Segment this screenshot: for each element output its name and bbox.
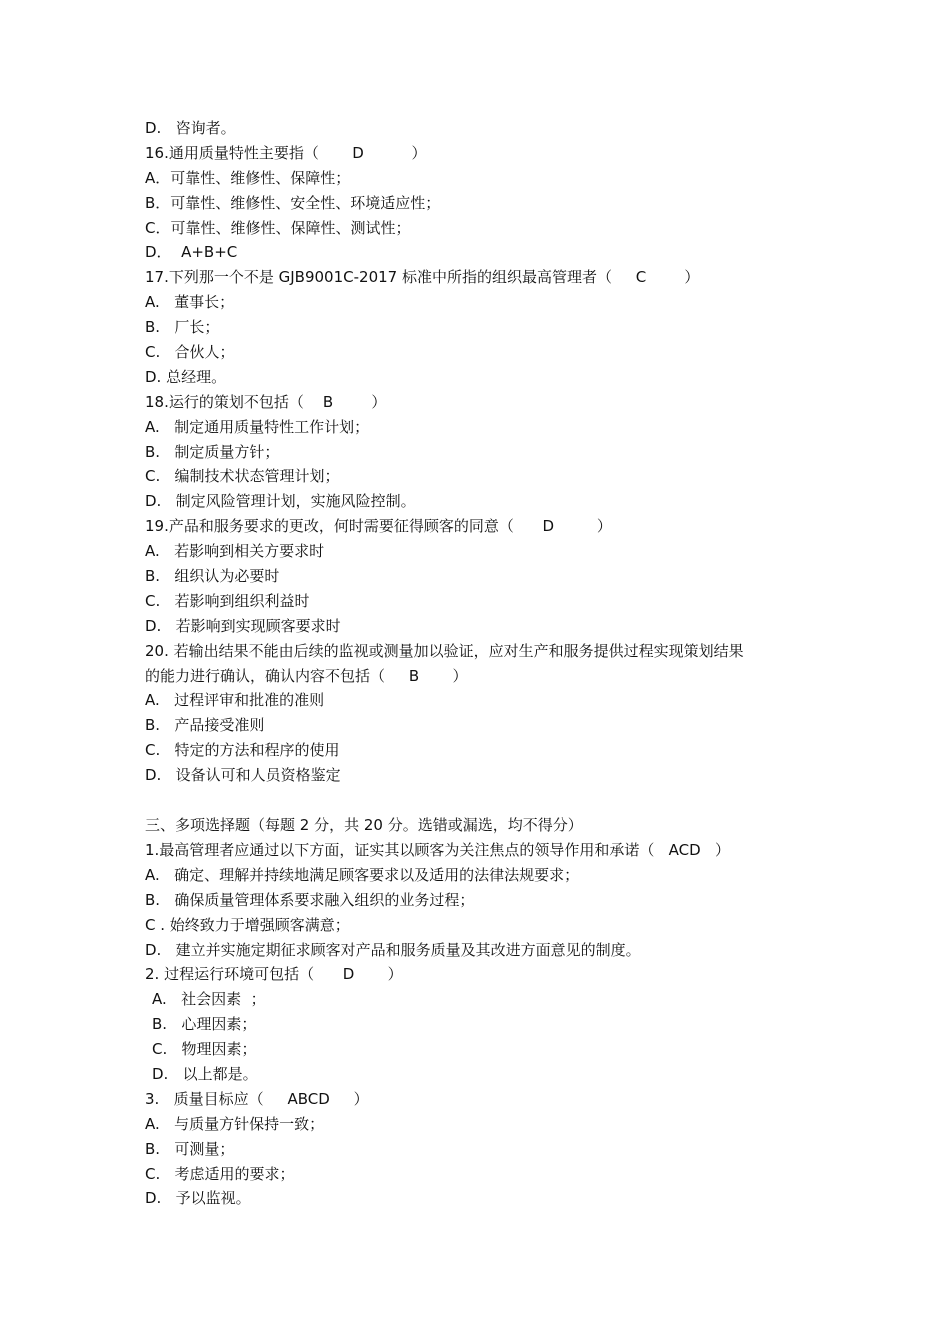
m1-option-d: D. 建立并实施定期征求顾客对产品和服务质量及其改进方面意见的制度。 [145, 940, 641, 959]
m2-option-b: B. 心理因素； [152, 1015, 257, 1034]
q17-option-b: B. 厂长； [145, 318, 220, 337]
q19-stem: 19.产品和服务要求的更改，何时需要征得顾客的同意（ D ） [145, 517, 612, 536]
q17-stem: 17.下列那一个不是 GJB9001C-2017 标准中所指的组织最高管理者（ C ） [145, 268, 700, 287]
q17-option-d: D. 总经理。 [145, 367, 227, 386]
q16-option-c: C．可靠性、维修性、保障性、测试性； [145, 218, 411, 237]
m1-option-a: A. 确定、理解并持续地满足顾客要求以及适用的法律法规要求； [145, 865, 580, 884]
q16-option-a: A．可靠性、维修性、保障性； [145, 168, 351, 187]
q16-option-d: D． A+B+C [145, 243, 238, 262]
q20-stem-line-2: 的能力进行确认，确认内容不包括（ B ） [145, 666, 468, 685]
q18-stem: 18.运行的策划不包括（ B ） [145, 392, 387, 411]
m2-option-c: C. 物理因素； [152, 1040, 257, 1059]
q18-option-c: C. 编制技术状态管理计划； [145, 467, 340, 486]
q18-option-a: A. 制定通用质量特性工作计划； [145, 417, 370, 436]
q20-option-a: A. 过程评审和批准的准则 [145, 691, 325, 710]
q16-stem: 16.通用质量特性主要指（ D ） [145, 143, 427, 162]
document-page [145, 116, 825, 1211]
m3-option-c: C. 考虑适用的要求； [145, 1164, 295, 1183]
m3-option-d: D. 予以监视。 [145, 1189, 251, 1208]
q20-stem-line-1: 20. 若输出结果不能由后续的监视或测量加以验证，应对生产和服务提供过程实现策划结果 [145, 641, 744, 660]
m1-stem: 1.最高管理者应通过以下方面，证实其以顾客为关注焦点的领导作用和承诺（ ACD ） [145, 840, 730, 859]
q20-option-b: B. 产品接受准则 [145, 716, 265, 735]
q17-option-a: A. 董事长； [145, 293, 235, 312]
m1-option-b: B. 确保质量管理体系要求融入组织的业务过程； [145, 890, 475, 909]
m3-stem: 3. 质量目标应（ ABCD ） [145, 1089, 369, 1108]
m2-stem: 2. 过程运行环境可包括（ D ） [145, 965, 403, 984]
m2-option-d: D. 以上都是。 [152, 1064, 258, 1083]
m3-option-b: B. 可测量； [145, 1139, 235, 1158]
q19-option-a: A. 若影响到相关方要求时 [145, 542, 325, 561]
q18-option-b: B. 制定质量方针； [145, 442, 280, 461]
q19-option-c: C. 若影响到组织利益时 [145, 591, 310, 610]
q15-option-d: D. 咨询者。 [145, 119, 236, 137]
m3-option-a: A. 与质量方针保持一致； [145, 1114, 325, 1133]
section-spacer [145, 788, 825, 813]
q17-option-c: C. 合伙人； [145, 343, 235, 362]
q19-option-d: D. 若影响到实现顾客要求时 [145, 616, 341, 635]
section-3-heading: 三、多项选择题（每题 2 分，共 20 分。选错或漏选，均不得分） [145, 816, 583, 835]
m1-option-c: C . 始终致力于增强顾客满意； [145, 915, 350, 934]
q16-option-b: B．可靠性、维修性、安全性、环境适应性； [145, 193, 441, 212]
q18-option-d: D. 制定风险管理计划，实施风险控制。 [145, 492, 416, 511]
q20-option-d: D. 设备认可和人员资格鉴定 [145, 766, 341, 785]
m2-option-a: A. 社会因素 ； [152, 990, 266, 1009]
q19-option-b: B. 组织认为必要时 [145, 567, 280, 586]
q20-option-c: C. 特定的方法和程序的使用 [145, 741, 340, 760]
